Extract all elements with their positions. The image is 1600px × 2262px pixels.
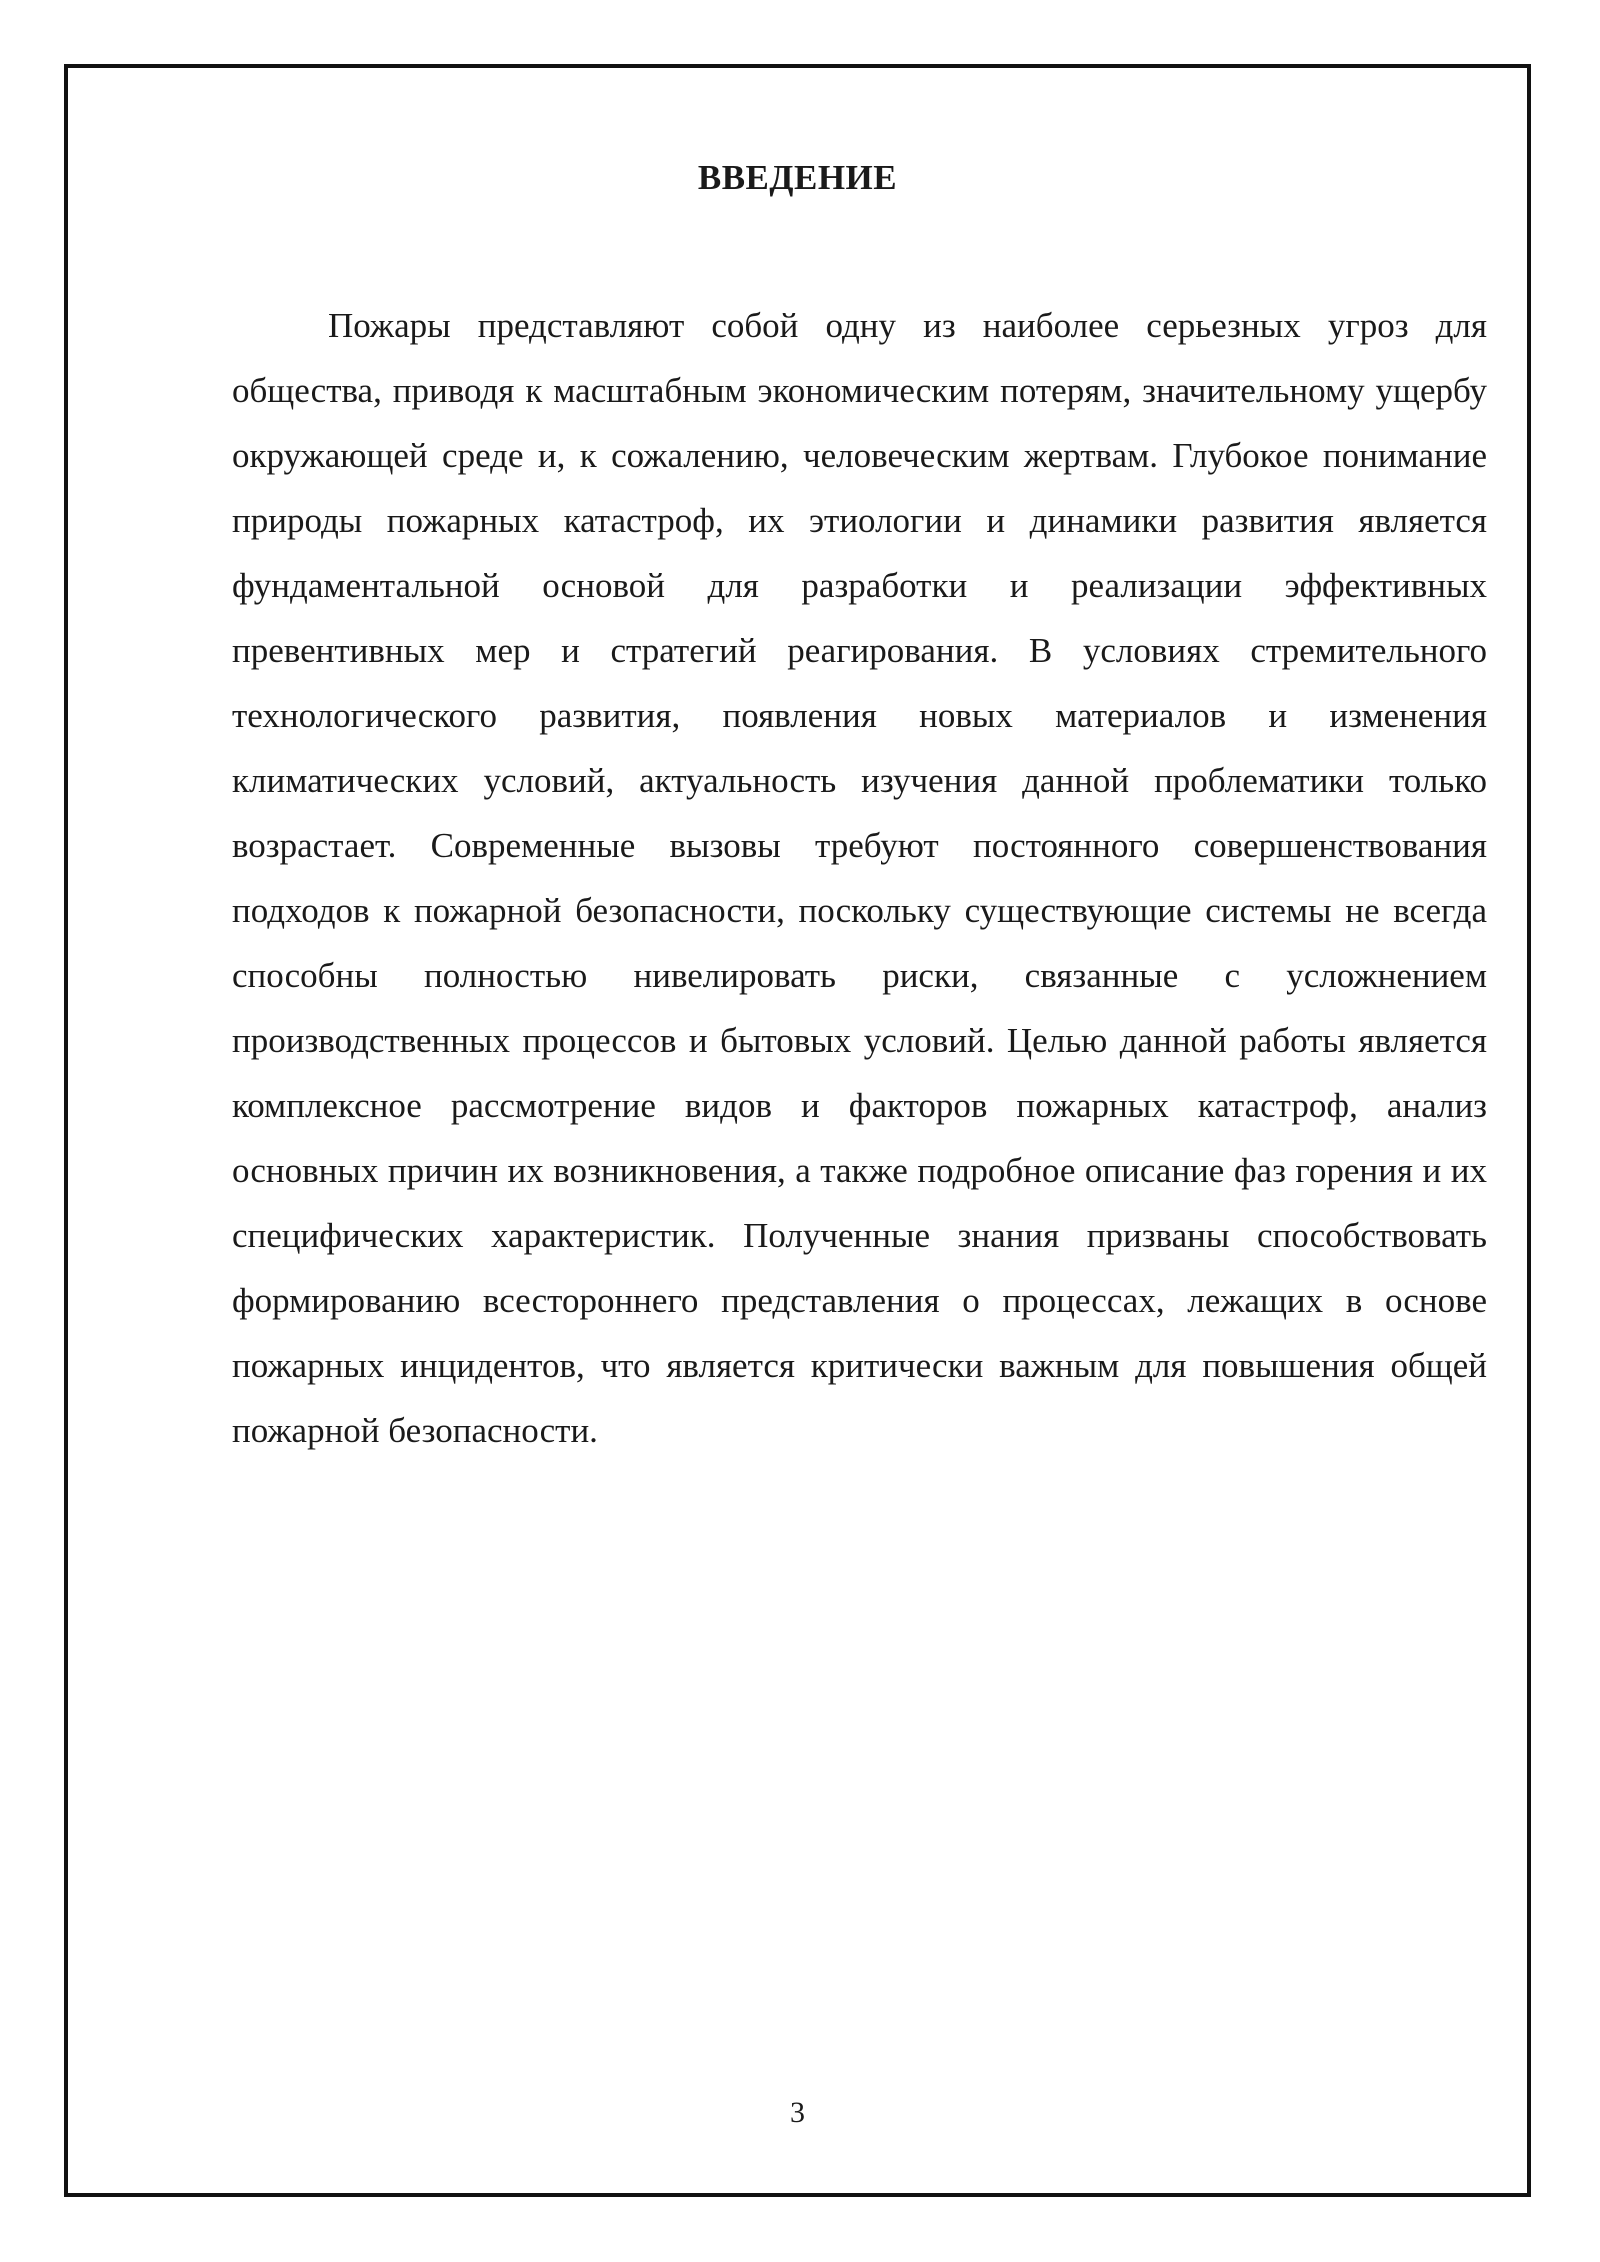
page-number: 3: [790, 2096, 805, 2129]
section-heading: ВВЕДЕНИЕ: [697, 158, 898, 197]
page-border: [64, 64, 1531, 2197]
intro-paragraph: Пожары представляют собой одну из наиболее серьезных угроз для общества, приводя к масштабным экономическим потерям, значительному ущербу окружающей среде и, к сожалению, человеческим жертвам. Глубокое понимание природы пожарных катастроф, их этиологии и динамики развития является фундаментальной основой для разработки и реализации эффективных превентивных мер и стратегий реагирования. В условиях стремительного технологического развития, появления новых материалов и изменения климатических условий, актуальность изучения данной проблематики только возрастает. Современные вызовы требуют постоянного совершенствования подходов к пожарной безопасности, поскольку существующие системы не всегда способны полностью нивелировать риски, связанные с усложнением производственных процессов и бытовых условий. Целью данной работы является комплексное рассмотрение видов и факторов пожарных катастроф, анализ основных причин их возникновения, а также подробное описание фаз горения и их специфических характеристик. Полученные знания призваны способствовать формированию всестороннего представления о процессах, лежащих в основе пожарных инцидентов, что является критически важным для повышения общей пожарной безопасности.: [232, 306, 1487, 1450]
